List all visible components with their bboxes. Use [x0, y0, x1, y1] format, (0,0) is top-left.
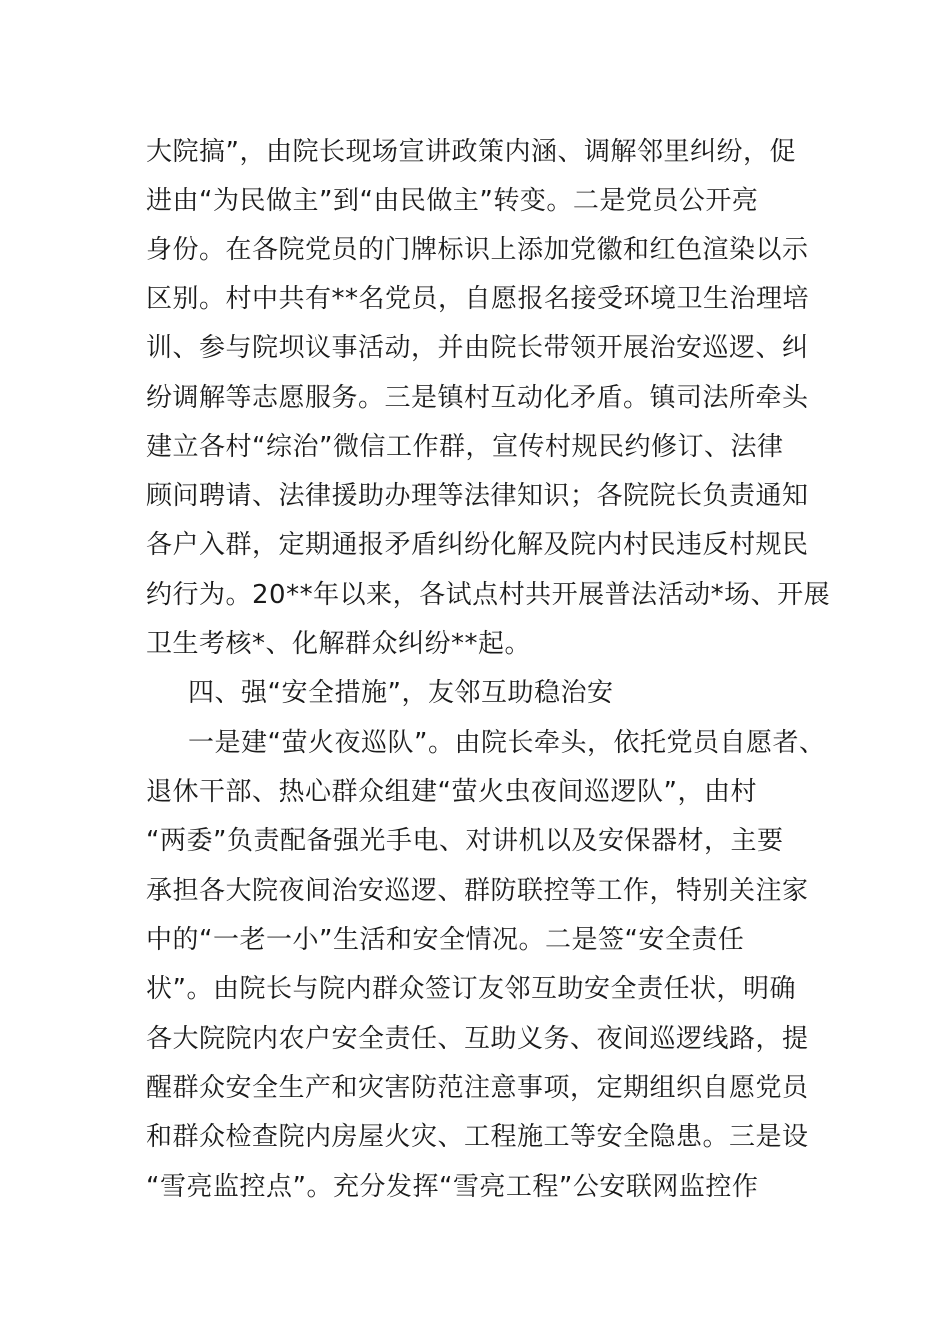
text-line-16: 承担各大院夜间治安巡逻、群防联控等工作，特别关注家	[146, 876, 809, 906]
text-line-13: 一是建“萤火夜巡队”。由院长牵头，依托党员自愿者、	[188, 728, 826, 758]
text-line-9: 各户入群，定期通报矛盾纠纷化解及院内村民违反村规民	[146, 530, 809, 560]
text-line-18: 状”。由院长与院内群众签订友邻互助安全责任状，明确	[146, 974, 796, 1004]
text-line-4: 区别。村中共有**名党员，自愿报名接受环境卫生治理培	[146, 284, 810, 314]
text-line-10: 约行为。20**年以来，各试点村共开展普法活动*场、开展	[146, 580, 831, 610]
text-line-15: “两委”负责配备强光手电、对讲机以及安保器材，主要	[146, 826, 784, 856]
text-line-5: 训、参与院坝议事活动，并由院长带领开展治安巡逻、纠	[146, 333, 809, 363]
text-line-21: 和群众检查院内房屋火灾、工程施工等安全隐患。三是设	[146, 1122, 809, 1152]
text-line-2: 进由“为民做主”到“由民做主”转变。二是党员公开亮	[146, 186, 759, 216]
text-line-7: 建立各村“综治”微信工作群，宣传村规民约修订、法律	[146, 432, 784, 462]
text-line-8: 顾问聘请、法律援助办理等法律知识；各院院长负责通知	[146, 481, 809, 511]
text-line-19: 各大院院内农户安全责任、互助义务、夜间巡逻线路，提	[146, 1024, 809, 1054]
text-line-14: 退休干部、热心群众组建“萤火虫夜间巡逻队”，由村	[146, 777, 757, 807]
text-line-1: 大院搞”，由院长现场宣讲政策内涵、调解邻里纠纷，促	[146, 137, 796, 167]
section-heading: 四、强“安全措施”，友邻互助稳治安	[188, 678, 614, 708]
text-line-11: 卫生考核*、化解群众纠纷**起。	[146, 629, 532, 659]
text-line-17: 中的“一老一小”生活和安全情况。二是签“安全责任	[146, 925, 745, 955]
text-line-22: “雪亮监控点”。充分发挥“雪亮工程”公安联网监控作	[146, 1172, 759, 1202]
text-line-6: 纷调解等志愿服务。三是镇村互动化矛盾。镇司法所牵头	[146, 383, 809, 413]
text-line-3: 身份。在各院党员的门牌标识上添加党徽和红色渲染以示	[146, 235, 809, 265]
text-line-20: 醒群众安全生产和灾害防范注意事项，定期组织自愿党员	[146, 1073, 809, 1103]
